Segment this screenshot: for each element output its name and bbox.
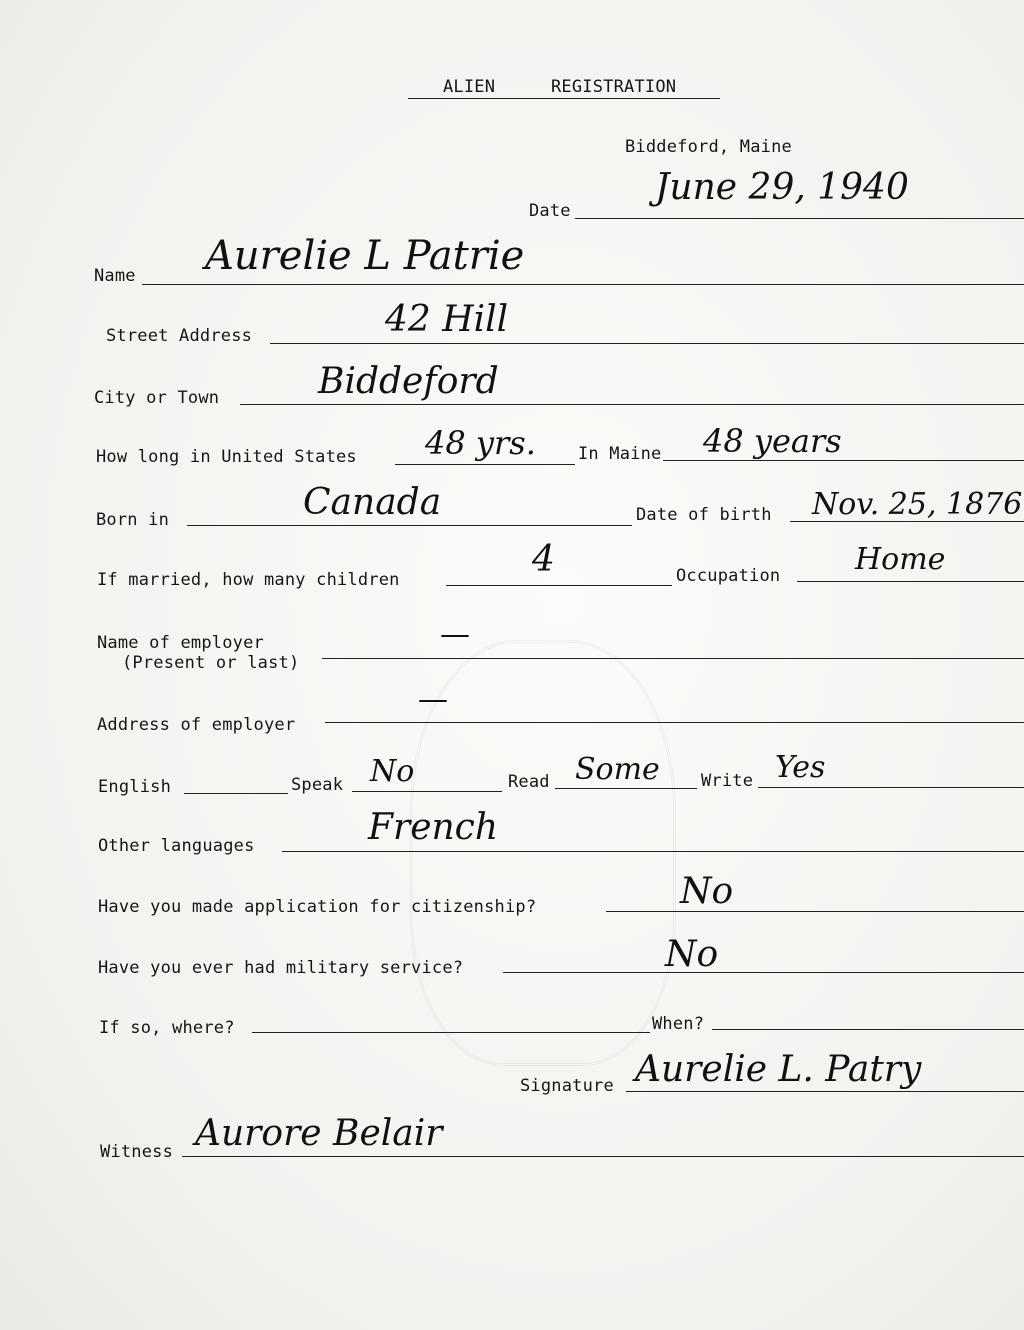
date-line xyxy=(575,218,1024,219)
title-registration: REGISTRATION xyxy=(551,77,677,97)
born-in-line xyxy=(187,525,632,526)
military-line xyxy=(503,972,1024,973)
children-label: If married, how many children xyxy=(97,570,400,590)
read-label: Read xyxy=(508,772,550,792)
title-underline xyxy=(408,98,720,99)
write-label: Write xyxy=(701,771,754,791)
children-value: 4 xyxy=(532,539,555,580)
signature-label: Signature xyxy=(520,1076,614,1096)
born-in-value: Canada xyxy=(303,482,442,523)
born-in-label: Born in xyxy=(96,510,170,530)
citizenship-value: No xyxy=(680,871,734,912)
citizenship-label: Have you made application for citizenship? xyxy=(98,897,537,917)
employer-label-line2: (Present or last) xyxy=(122,653,300,673)
date-value: June 29, 1940 xyxy=(655,167,909,208)
employer-address-label: Address of employer xyxy=(97,715,296,735)
signature-line xyxy=(626,1091,1024,1092)
street-value: 42 Hill xyxy=(385,299,509,340)
title-alien: ALIEN xyxy=(443,77,496,97)
street-line xyxy=(270,343,1024,344)
in-maine-value: 48 years xyxy=(703,422,842,460)
military-value: No xyxy=(665,934,719,975)
dob-label: Date of birth xyxy=(636,505,772,525)
employer-value: — xyxy=(440,617,470,652)
when-line xyxy=(712,1029,1024,1030)
speak-value: No xyxy=(370,754,415,789)
dob-value: Nov. 25, 1876 xyxy=(812,487,1023,522)
occupation-value: Home xyxy=(855,542,946,577)
witness-label: Witness xyxy=(100,1142,174,1162)
faint-stamp-bleed xyxy=(410,640,676,1066)
other-languages-line xyxy=(282,851,1024,852)
how-long-us-value: 48 yrs. xyxy=(425,424,536,462)
employer-line xyxy=(322,658,1024,659)
city-line xyxy=(240,404,1024,405)
how-long-us-label: How long in United States xyxy=(96,447,357,467)
witness-value: Aurore Belair xyxy=(195,1113,443,1154)
write-value: Yes xyxy=(775,750,826,785)
location: Biddeford, Maine xyxy=(625,137,792,157)
military-label: Have you ever had military service? xyxy=(98,958,464,978)
street-label: Street Address xyxy=(106,326,253,346)
children-line xyxy=(446,585,672,586)
employer-address-value: — xyxy=(418,682,448,717)
name-label: Name xyxy=(94,266,136,286)
other-languages-label: Other languages xyxy=(98,836,255,856)
when-label: When? xyxy=(652,1014,705,1034)
signature-value: Aurelie L. Patry xyxy=(635,1049,922,1090)
occupation-label: Occupation xyxy=(676,566,781,586)
english-line xyxy=(184,793,288,794)
read-value: Some xyxy=(575,752,660,787)
where-label: If so, where? xyxy=(99,1018,235,1038)
citizenship-line xyxy=(606,911,1024,912)
city-label: City or Town xyxy=(94,388,220,408)
witness-line xyxy=(182,1156,1024,1157)
name-line xyxy=(142,284,1024,285)
english-label: English xyxy=(98,777,172,797)
other-languages-value: French xyxy=(368,807,499,848)
where-line xyxy=(252,1032,650,1033)
in-maine-label: In Maine xyxy=(578,444,662,464)
city-value: Biddeford xyxy=(318,361,499,402)
date-label: Date xyxy=(529,201,571,221)
employer-address-line xyxy=(325,722,1024,723)
speak-label: Speak xyxy=(291,775,344,795)
occupation-line xyxy=(797,581,1024,582)
name-value: Aurelie L Patrie xyxy=(205,233,525,279)
employer-label-line1: Name of employer xyxy=(97,633,264,653)
how-long-us-line xyxy=(395,464,575,465)
